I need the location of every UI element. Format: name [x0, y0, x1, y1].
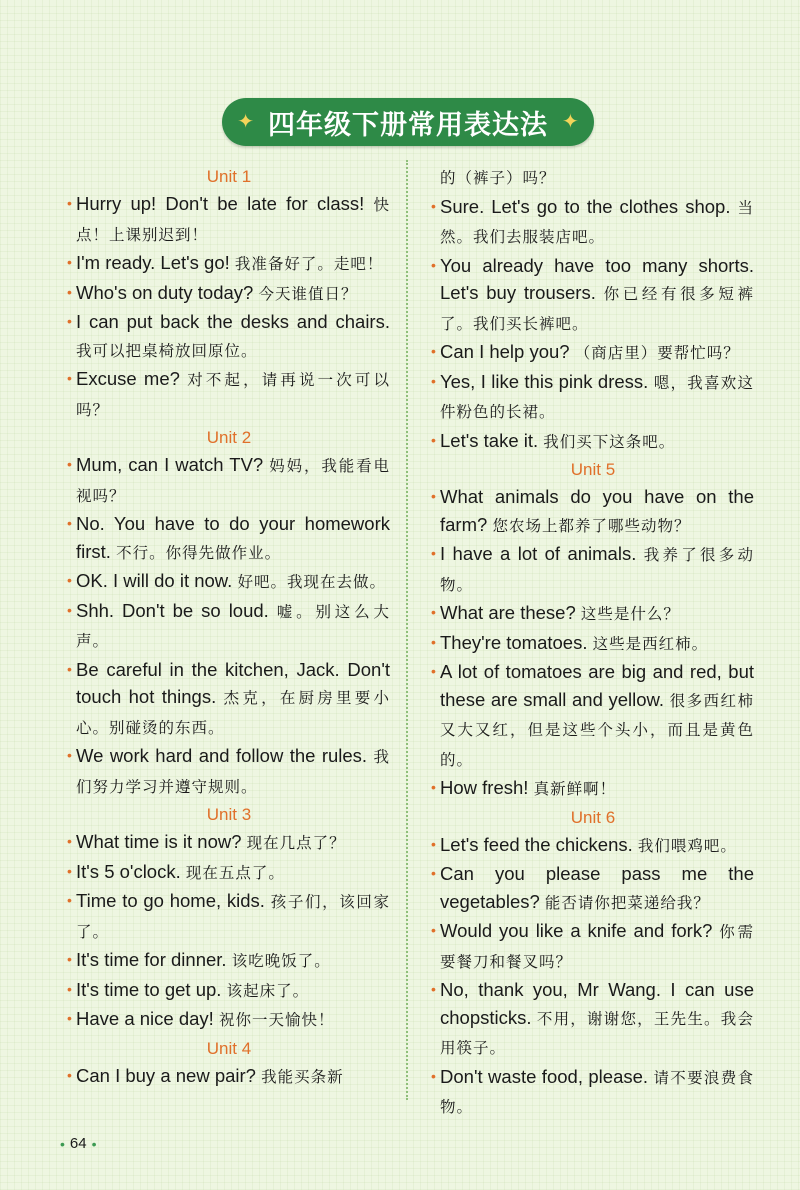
unit-heading: Unit 6: [570, 807, 616, 827]
phrase-entry: [432, 629, 754, 659]
bullet-icon: •: [431, 779, 436, 795]
english-phrase: No. You have to do your homework first.: [76, 513, 390, 562]
chinese-translation: 很多西红柿又大又红，但是这些个头小，而且是黄色的。: [440, 691, 754, 769]
bullet-icon: •: [431, 545, 436, 561]
star-left-icon: ✦: [237, 111, 254, 133]
english-phrase: Time to go home, kids.: [76, 890, 265, 911]
chinese-translation: 我们买下这条吧。: [543, 432, 676, 451]
bullet-icon: •: [67, 660, 72, 677]
phrase-entry: [432, 540, 754, 599]
chinese-translation: 我们努力学习并遵守规则。: [76, 748, 391, 796]
page-title: 四年级下册常用表达法: [268, 109, 548, 141]
chinese-translation: 您农场上都养了哪些动物？: [492, 516, 691, 535]
english-phrase: I have a lot of animals.: [440, 543, 637, 564]
english-phrase: How fresh!: [440, 777, 529, 798]
phrase-entry: [68, 308, 390, 365]
chinese-translation: 这些是西红柿。: [592, 634, 709, 653]
chinese-translation: 该吃晚饭了。: [231, 952, 331, 970]
phrase-entry: [68, 887, 390, 946]
chinese-translation: 杰克，在厨房里要小心。别碰烫的东西。: [76, 689, 390, 737]
right-column: [432, 163, 754, 1122]
bullet-icon: •: [67, 283, 72, 300]
phrase-entry: [68, 1062, 390, 1092]
bullet-icon: •: [67, 892, 72, 908]
unit-heading: Unit 3: [206, 805, 252, 824]
chinese-translation: 妈妈，我能看电视吗？: [76, 457, 391, 505]
phrase-entry: [68, 858, 390, 888]
bullet-icon: •: [67, 515, 72, 531]
chinese-translation: 孩子们，该回家了。: [76, 893, 390, 941]
english-phrase: Shh. Don't be so loud.: [76, 599, 269, 621]
bullet-icon: •: [431, 431, 436, 448]
english-phrase: What animals do you have on the farm?: [440, 486, 754, 535]
bullet-icon: •: [431, 604, 436, 620]
english-phrase: Don't waste food, please.: [440, 1065, 649, 1087]
chinese-translation: 不行。你得先做作业。: [116, 543, 282, 562]
phrase-entry: [68, 365, 390, 424]
english-phrase: A lot of tomatoes are big and red, but these are small and yellow.: [440, 661, 754, 710]
chinese-translation: 现在五点了。: [185, 863, 285, 882]
phrase-entry: [432, 252, 754, 339]
phrase-entry: [432, 427, 754, 457]
bullet-icon: •: [431, 663, 436, 679]
english-phrase: Who's on duty today?: [76, 281, 254, 303]
phrase-entry: [432, 338, 754, 368]
english-phrase: Would you like a knife and fork?: [440, 920, 713, 941]
english-phrase: It's time to get up.: [76, 978, 222, 1000]
english-phrase: I'm ready. Let's go!: [76, 252, 230, 273]
chinese-translation: 我可以把桌椅放回原位。: [76, 341, 258, 360]
english-phrase: What are these?: [440, 602, 576, 623]
chinese-translation: 该起床了。: [226, 981, 310, 1000]
english-phrase: Can I buy a new pair?: [76, 1064, 256, 1086]
english-phrase: What time is it now?: [76, 831, 242, 852]
english-phrase: Mum, can I watch TV?: [76, 454, 264, 475]
phrase-entry: [432, 917, 754, 976]
chinese-translation: 今天谁值日？: [258, 284, 358, 303]
unit-heading: Unit 2: [206, 428, 252, 447]
chinese-translation: 对不起，请再说一次可以吗？: [76, 371, 391, 419]
bullet-icon: •: [431, 1067, 436, 1084]
bullet-icon: •: [431, 981, 436, 997]
phrase-entry: [68, 742, 390, 801]
unit-heading: Unit 5: [570, 460, 616, 479]
english-phrase: Let's feed the chickens.: [440, 833, 633, 855]
phrase-entry: [432, 193, 754, 252]
bullet-icon: •: [67, 1066, 72, 1083]
bullet-icon: •: [431, 488, 436, 504]
english-phrase: Let's take it.: [440, 429, 539, 451]
phrase-entry: [68, 190, 390, 249]
bullet-icon: •: [67, 370, 72, 386]
english-phrase: Can you please pass me the vegetables?: [440, 863, 754, 912]
bullet-icon: •: [431, 922, 436, 938]
unit-heading: Unit 4: [206, 1038, 252, 1058]
phrase-entry: [68, 1005, 390, 1035]
bullet-icon: •: [431, 835, 436, 852]
bullet-icon: •: [67, 747, 72, 763]
bullet-icon: •: [67, 456, 72, 472]
bullet-icon: •: [67, 833, 72, 849]
title-banner: [222, 98, 594, 146]
phrase-entry: [432, 774, 754, 804]
bullet-icon: •: [67, 1010, 72, 1026]
bullet-icon: •: [67, 195, 72, 211]
chinese-translation: 当然。我们去服装店吧。: [440, 198, 755, 246]
chinese-translation: 祝你一天愉快！: [218, 1011, 335, 1029]
chinese-translation: 我养了很多动物。: [440, 546, 754, 594]
english-phrase: OK. I will do it now.: [76, 570, 233, 591]
bullet-icon: •: [67, 254, 72, 270]
phrase-entry: [68, 510, 390, 567]
phrase-entry: [68, 597, 390, 656]
chinese-translation: 现在几点了？: [246, 834, 346, 852]
phrase-entry: [432, 976, 754, 1063]
chinese-translation: 能否请你把菜递给我？: [544, 893, 710, 912]
phrase-entry: [68, 946, 390, 976]
chinese-translation: 好吧。我现在去做。: [237, 573, 386, 591]
bullet-icon: •: [431, 865, 436, 881]
chinese-translation: 嘘。别这么大声。: [76, 602, 390, 650]
bullet-icon: •: [431, 197, 436, 214]
english-phrase: Can I help you?: [440, 341, 570, 362]
phrase-entry: [432, 860, 754, 917]
bullet-icon: •: [67, 951, 72, 967]
phrase-entry: [68, 249, 390, 279]
english-phrase: Sure. Let's go to the clothes shop.: [440, 195, 731, 217]
chinese-translation: 的（裤子）吗？: [440, 169, 556, 187]
page-dot-left: •: [60, 1135, 65, 1152]
english-phrase: Have a nice day!: [76, 1008, 214, 1029]
english-phrase: I can put back the desks and chairs.: [76, 311, 390, 332]
unit-heading: Unit 1: [206, 167, 252, 186]
bullet-icon: •: [67, 572, 72, 588]
chinese-translation: 我们喂鸡吧。: [637, 836, 737, 855]
chinese-translation: 这些是什么？: [580, 605, 680, 623]
bullet-icon: •: [67, 313, 72, 329]
english-phrase: They're tomatoes.: [440, 631, 588, 653]
english-phrase: Excuse me?: [76, 368, 180, 389]
english-phrase: Be careful in the kitchen, Jack. Don't touch hot things.: [76, 658, 390, 707]
phrase-entry: [68, 656, 390, 743]
chinese-translation: 快点！上课别迟到！: [76, 196, 391, 244]
phrase-entry: [432, 658, 754, 774]
english-phrase: It's time for dinner.: [76, 949, 227, 970]
bullet-icon: •: [67, 980, 72, 997]
page-number: [60, 1135, 97, 1152]
chinese-translation: 你需要餐刀和餐叉吗？: [440, 923, 754, 971]
english-phrase: It's 5 o'clock.: [76, 860, 181, 882]
chinese-translation: 嗯，我喜欢这件粉色的长裙。: [440, 373, 754, 421]
bullet-icon: •: [67, 601, 72, 618]
phrase-entry: [68, 976, 390, 1006]
phrase-entry: [432, 368, 754, 427]
page-dot-right: •: [91, 1135, 97, 1152]
phrase-entry: [68, 567, 390, 597]
bullet-icon: •: [431, 372, 436, 389]
phrase-entry: [432, 831, 754, 861]
chinese-translation: 你已经有很多短裤了。我们买长裤吧。: [440, 285, 754, 333]
english-phrase: You already have too many shorts. Let's buy trousers.: [440, 254, 754, 303]
chinese-translation: 真新鲜啊！: [533, 780, 617, 798]
bullet-icon: •: [431, 633, 436, 650]
phrase-entry: [68, 451, 390, 510]
chinese-translation: 请不要浪费食物。: [440, 1068, 754, 1116]
phrase-entry: [68, 279, 390, 309]
bullet-icon: •: [431, 256, 436, 273]
bullet-icon: •: [67, 862, 72, 879]
column-divider: [406, 160, 408, 1100]
english-phrase: We work hard and follow the rules.: [76, 745, 368, 766]
bullet-icon: •: [431, 343, 436, 359]
left-column: [68, 163, 390, 1091]
chinese-translation: 我准备好了。走吧！: [234, 255, 384, 273]
phrase-entry: [432, 163, 754, 193]
phrase-entry: [432, 1063, 754, 1122]
phrase-entry: [68, 828, 390, 858]
english-phrase: Hurry up! Don't be late for class!: [76, 193, 365, 214]
chinese-translation: （商店里）要帮忙吗？: [574, 344, 740, 362]
chinese-translation: 我能买条新: [261, 1067, 344, 1086]
page-number-text: 64: [69, 1135, 87, 1152]
chinese-translation: 不用，谢谢您，王先生。我会用筷子。: [440, 1009, 754, 1057]
star-right-icon: ✦: [562, 111, 579, 133]
english-phrase: No, thank you, Mr Wang. I can use chopsticks.: [440, 979, 754, 1028]
english-phrase: Yes, I like this pink dress.: [440, 370, 649, 392]
phrase-entry: [432, 483, 754, 540]
phrase-entry: [432, 599, 754, 629]
